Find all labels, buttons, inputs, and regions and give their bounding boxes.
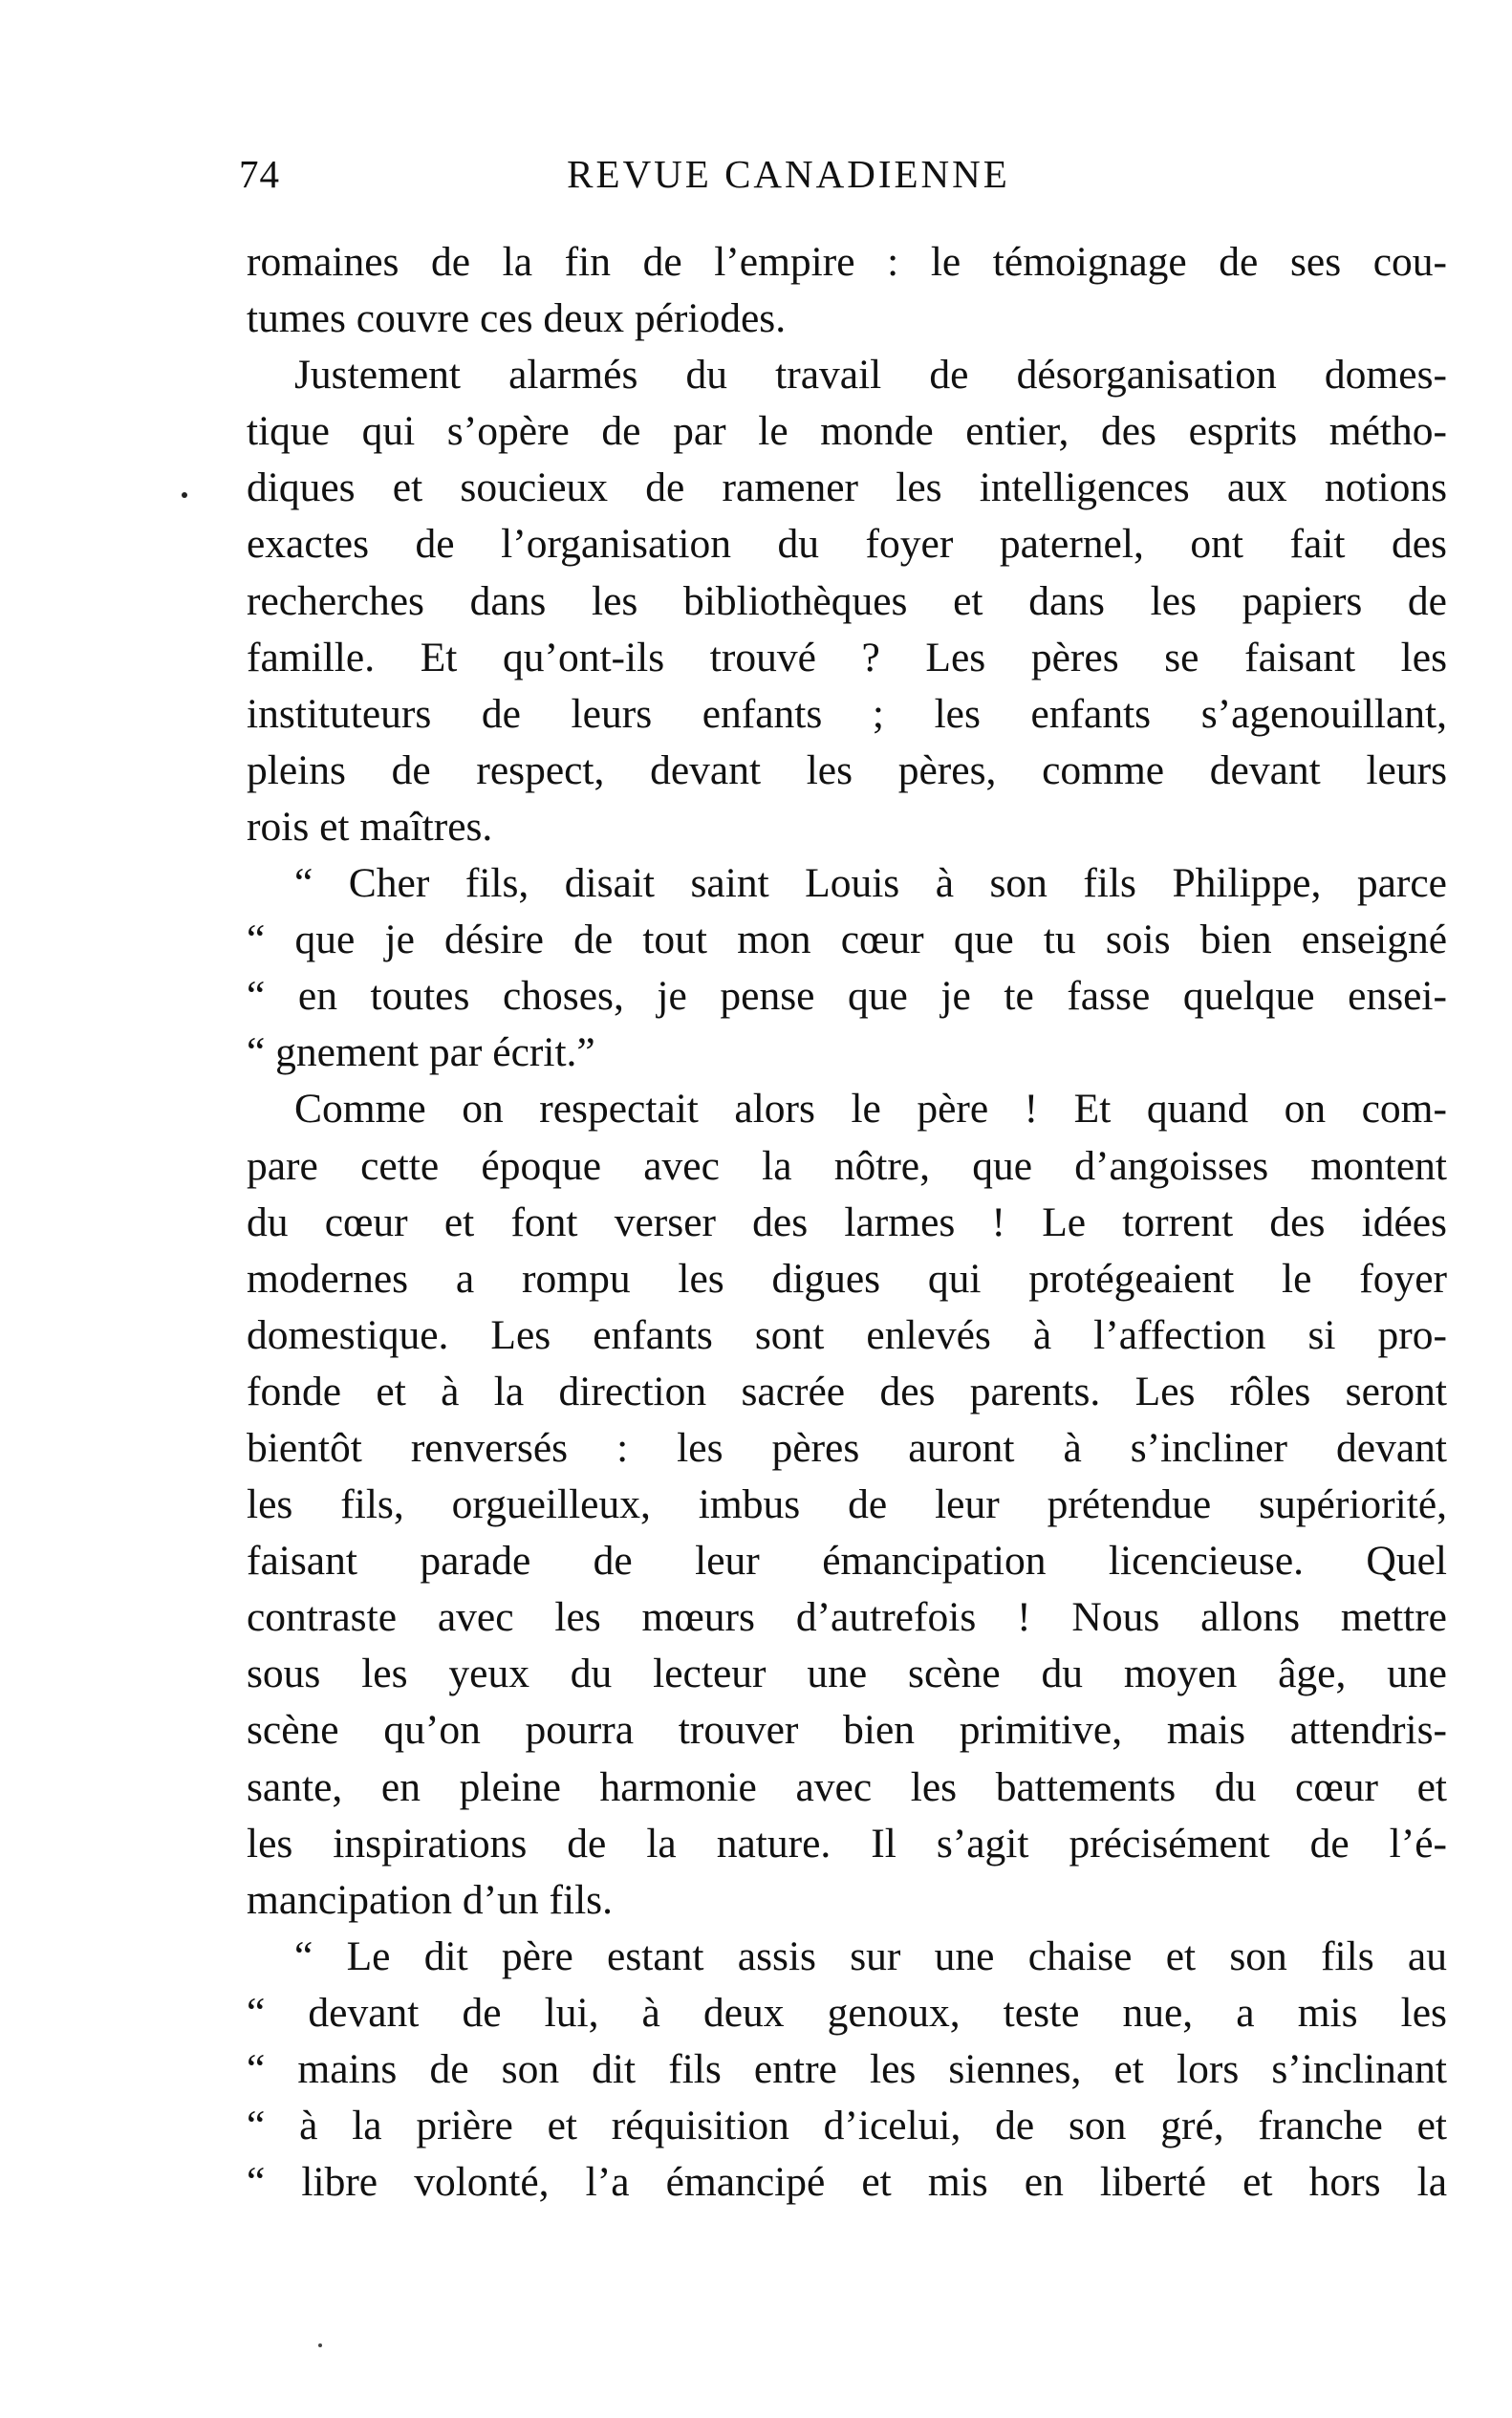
- page-header: [239, 151, 1453, 208]
- text-line: “ libre volonté, l’a émancipé et mis en liberté et hors la: [247, 2159, 1447, 2206]
- text-line: diques et soucieux de ramener les intelligences aux notions: [247, 464, 1447, 511]
- text-line: sante, en pleine harmonie avec les battements du cœur et: [247, 1763, 1447, 1810]
- paragraph: [247, 1081, 1447, 1928]
- paragraph: [247, 347, 1447, 855]
- text-line: Justement alarmés du travail de désorganisation domes-: [294, 352, 1447, 399]
- text-line: pare cette époque avec la nôtre, que d’angoisses montent: [247, 1142, 1447, 1189]
- text-line: exactes de l’organisation du foyer paternel, ont fait des: [247, 521, 1447, 568]
- page-number: 74: [239, 152, 280, 196]
- margin-mark: [182, 492, 187, 498]
- print-speck: [318, 2343, 322, 2347]
- text-line: “ gnement par écrit.”: [247, 1029, 595, 1076]
- text-line: romaines de la fin de l’empire : le témoignage de ses cou-: [247, 239, 1447, 285]
- text-line: rois et maîtres.: [247, 803, 493, 850]
- text-line: “ Le dit père estant assis sur une chaise et son fils au: [294, 1932, 1447, 1979]
- text-line: sous les yeux du lecteur une scène du moyen âge, une: [247, 1651, 1447, 1697]
- text-line: scène qu’on pourra trouver bien primitive, mais attendris-: [247, 1707, 1447, 1754]
- text-line: tumes couvre ces deux périodes.: [247, 295, 787, 342]
- text-line: fonde et à la direction sacrée des parents. Les rôles seront: [247, 1368, 1447, 1414]
- text-line: “ devant de lui, à deux genoux, teste nue, a mis les: [247, 1989, 1447, 2036]
- text-line: “ à la prière et réquisition d’icelui, de son gré, franche et: [247, 2103, 1447, 2149]
- text-line: faisant parade de leur émancipation licencieuse. Quel: [247, 1538, 1447, 1585]
- text-line: domestique. Les enfants sont enlevés à l’affection si pro-: [247, 1311, 1447, 1358]
- running-head: REVUE CANADIENNE: [567, 152, 1010, 196]
- text-line: les fils, orgueilleux, imbus de leur prétendue supériorité,: [247, 1481, 1447, 1528]
- text-line: “ en toutes choses, je pense que je te fasse quelque ensei-: [247, 973, 1447, 1020]
- text-line: pleins de respect, devant les pères, comme devant leurs: [247, 746, 1447, 793]
- text-line: “ Cher fils, disait saint Louis à son fils Philippe, parce: [294, 860, 1447, 907]
- text-line: “ que je désire de tout mon cœur que tu sois bien enseigné: [247, 917, 1447, 963]
- text-line: du cœur et font verser des larmes ! Le torrent des idées: [247, 1198, 1447, 1245]
- text-line: recherches dans les bibliothèques et dans les papiers de: [247, 577, 1447, 624]
- text-line: modernes a rompu les digues qui protégeaient le foyer: [247, 1255, 1447, 1302]
- text-line: instituteurs de leurs enfants ; les enfants s’agenouillant,: [247, 690, 1447, 737]
- text-line: famille. Et qu’ont-ils trouvé ? Les pères se faisant les: [247, 634, 1447, 680]
- text-line: Comme on respectait alors le père ! Et quand on com-: [294, 1086, 1447, 1133]
- text-line: mancipation d’un fils.: [247, 1876, 613, 1923]
- text-line: contraste avec les mœurs d’autrefois ! Nous allons mettre: [247, 1594, 1447, 1641]
- quotation: [247, 855, 1447, 1081]
- body-text: [247, 234, 1447, 2211]
- quotation: [247, 1929, 1447, 2211]
- text-line: tique qui s’opère de par le monde entier, des esprits métho-: [247, 408, 1447, 455]
- paragraph: [247, 234, 1447, 347]
- text-line: les inspirations de la nature. Il s’agit précisément de l’é-: [247, 1820, 1447, 1867]
- text-line: bientôt renversés : les pères auront à s’incliner devant: [247, 1424, 1447, 1471]
- text-line: “ mains de son dit fils entre les siennes, et lors s’inclinant: [247, 2046, 1447, 2092]
